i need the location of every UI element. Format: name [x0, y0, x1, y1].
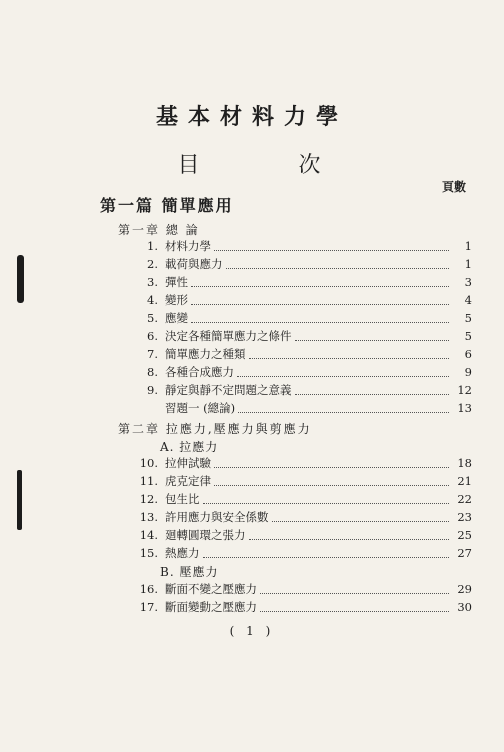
toc-entry: [130, 237, 472, 255]
dot-leader: [203, 556, 450, 558]
entry-page: 4: [464, 293, 472, 307]
entry-number: 9.: [147, 383, 158, 397]
entry-page: 30: [457, 600, 472, 614]
book-title: 基本材料力學: [155, 104, 348, 130]
entry-page: 29: [457, 582, 472, 596]
dot-leader: [191, 303, 449, 305]
toc-entry: [130, 508, 472, 526]
entry-number: 16.: [139, 582, 158, 596]
entry-page: 6: [464, 347, 472, 361]
toc-entry: [130, 526, 472, 544]
entry-number: 5.: [147, 311, 158, 325]
entry-title: 許用應力與安全係數: [165, 510, 269, 524]
toc-entry: [130, 544, 472, 562]
toc-entry: [130, 399, 472, 417]
chapter-heading: 第二章 拉應力,壓應力與剪應力: [118, 422, 312, 436]
chapter-heading: 第一章 總 論: [118, 223, 200, 237]
entry-number: 12.: [139, 492, 158, 506]
dot-leader: [238, 411, 449, 413]
entry-title: 拉伸試驗: [165, 456, 211, 470]
entry-number: 15.: [139, 546, 158, 560]
entry-number: 4.: [147, 293, 158, 307]
page-column-label: 頁數: [441, 180, 466, 194]
entry-page: 3: [464, 275, 472, 289]
entry-page: 1: [464, 239, 472, 253]
entry-title: 熱應力: [165, 546, 200, 560]
entry-page: 27: [457, 546, 472, 560]
dot-leader: [260, 610, 449, 612]
entry-title: 廻轉圓環之張力: [165, 528, 246, 542]
page-number: ( 1 ): [229, 624, 275, 638]
toc-entry: [130, 255, 472, 273]
dot-leader: [249, 357, 450, 359]
toc-entry: [130, 381, 472, 399]
dot-leader: [214, 484, 449, 486]
entry-title: 彈性: [165, 275, 188, 289]
toc-entry: [130, 291, 472, 309]
toc-entry: [130, 327, 472, 345]
entry-page: 5: [464, 329, 472, 343]
dot-leader: [295, 393, 450, 395]
dot-leader: [295, 339, 450, 341]
dot-leader: [260, 592, 449, 594]
toc-entry: [130, 273, 472, 291]
toc-entry: [130, 454, 472, 472]
entry-number: 14.: [139, 528, 158, 542]
dot-leader: [191, 321, 449, 323]
section-heading: B. 壓應力: [160, 565, 219, 579]
dot-leader: [237, 375, 449, 377]
entry-number: 3.: [147, 275, 158, 289]
entry-title: 變形: [165, 293, 188, 307]
entry-title: 包生比: [165, 492, 200, 506]
entry-page: 21: [457, 474, 472, 488]
entry-number: 11.: [139, 474, 158, 488]
dot-leader: [272, 520, 450, 522]
entry-page: 23: [457, 510, 472, 524]
binding-mark-top: [17, 255, 24, 303]
dot-leader: [214, 466, 449, 468]
entry-number: 6.: [147, 329, 158, 343]
entry-title: 材料力學: [165, 239, 211, 253]
entry-page: 1: [464, 257, 472, 271]
dot-leader: [249, 538, 450, 540]
entry-number: 2.: [147, 257, 158, 271]
entry-page: 13: [457, 401, 472, 415]
entry-title: 決定各種簡單應力之條件: [165, 329, 292, 343]
toc-heading: 目 次: [177, 153, 367, 178]
entry-number: 7.: [147, 347, 158, 361]
entry-number: 13.: [139, 510, 158, 524]
entry-page: 25: [457, 528, 472, 542]
entry-page: 12: [457, 383, 472, 397]
entry-page: 22: [457, 492, 472, 506]
toc-entry: [130, 490, 472, 508]
dot-leader: [191, 285, 449, 287]
toc-entry: [130, 580, 472, 598]
toc-entry: [130, 309, 472, 327]
dot-leader: [214, 249, 449, 251]
entry-title: 斷面變動之壓應力: [165, 600, 257, 614]
toc-entry: [130, 598, 472, 616]
entry-page: 9: [464, 365, 472, 379]
entry-number: 10.: [139, 456, 158, 470]
entry-title: 斷面不變之壓應力: [165, 582, 257, 596]
part-title: 第一篇 簡單應用: [100, 196, 234, 215]
entry-number: 1.: [147, 239, 158, 253]
entry-title: 各種合成應力: [165, 365, 234, 379]
entry-number: 17.: [139, 600, 158, 614]
entry-title: 靜定與靜不定問題之意義: [165, 383, 292, 397]
entry-title: 載荷與應力: [165, 257, 223, 271]
dot-leader: [226, 267, 450, 269]
entry-title: 習題一 (總論): [165, 401, 236, 415]
toc-entry: [130, 472, 472, 490]
toc-entry: [130, 345, 472, 363]
entry-title: 虎克定律: [165, 474, 211, 488]
toc-entry: [130, 363, 472, 381]
entry-title: 應變: [165, 311, 188, 325]
entry-number: 8.: [147, 365, 158, 379]
entry-title: 簡單應力之種類: [165, 347, 246, 361]
section-heading: A. 拉應力: [160, 440, 219, 454]
entry-page: 5: [464, 311, 472, 325]
binding-mark-bottom: [17, 470, 22, 530]
entry-page: 18: [457, 456, 472, 470]
dot-leader: [203, 502, 450, 504]
